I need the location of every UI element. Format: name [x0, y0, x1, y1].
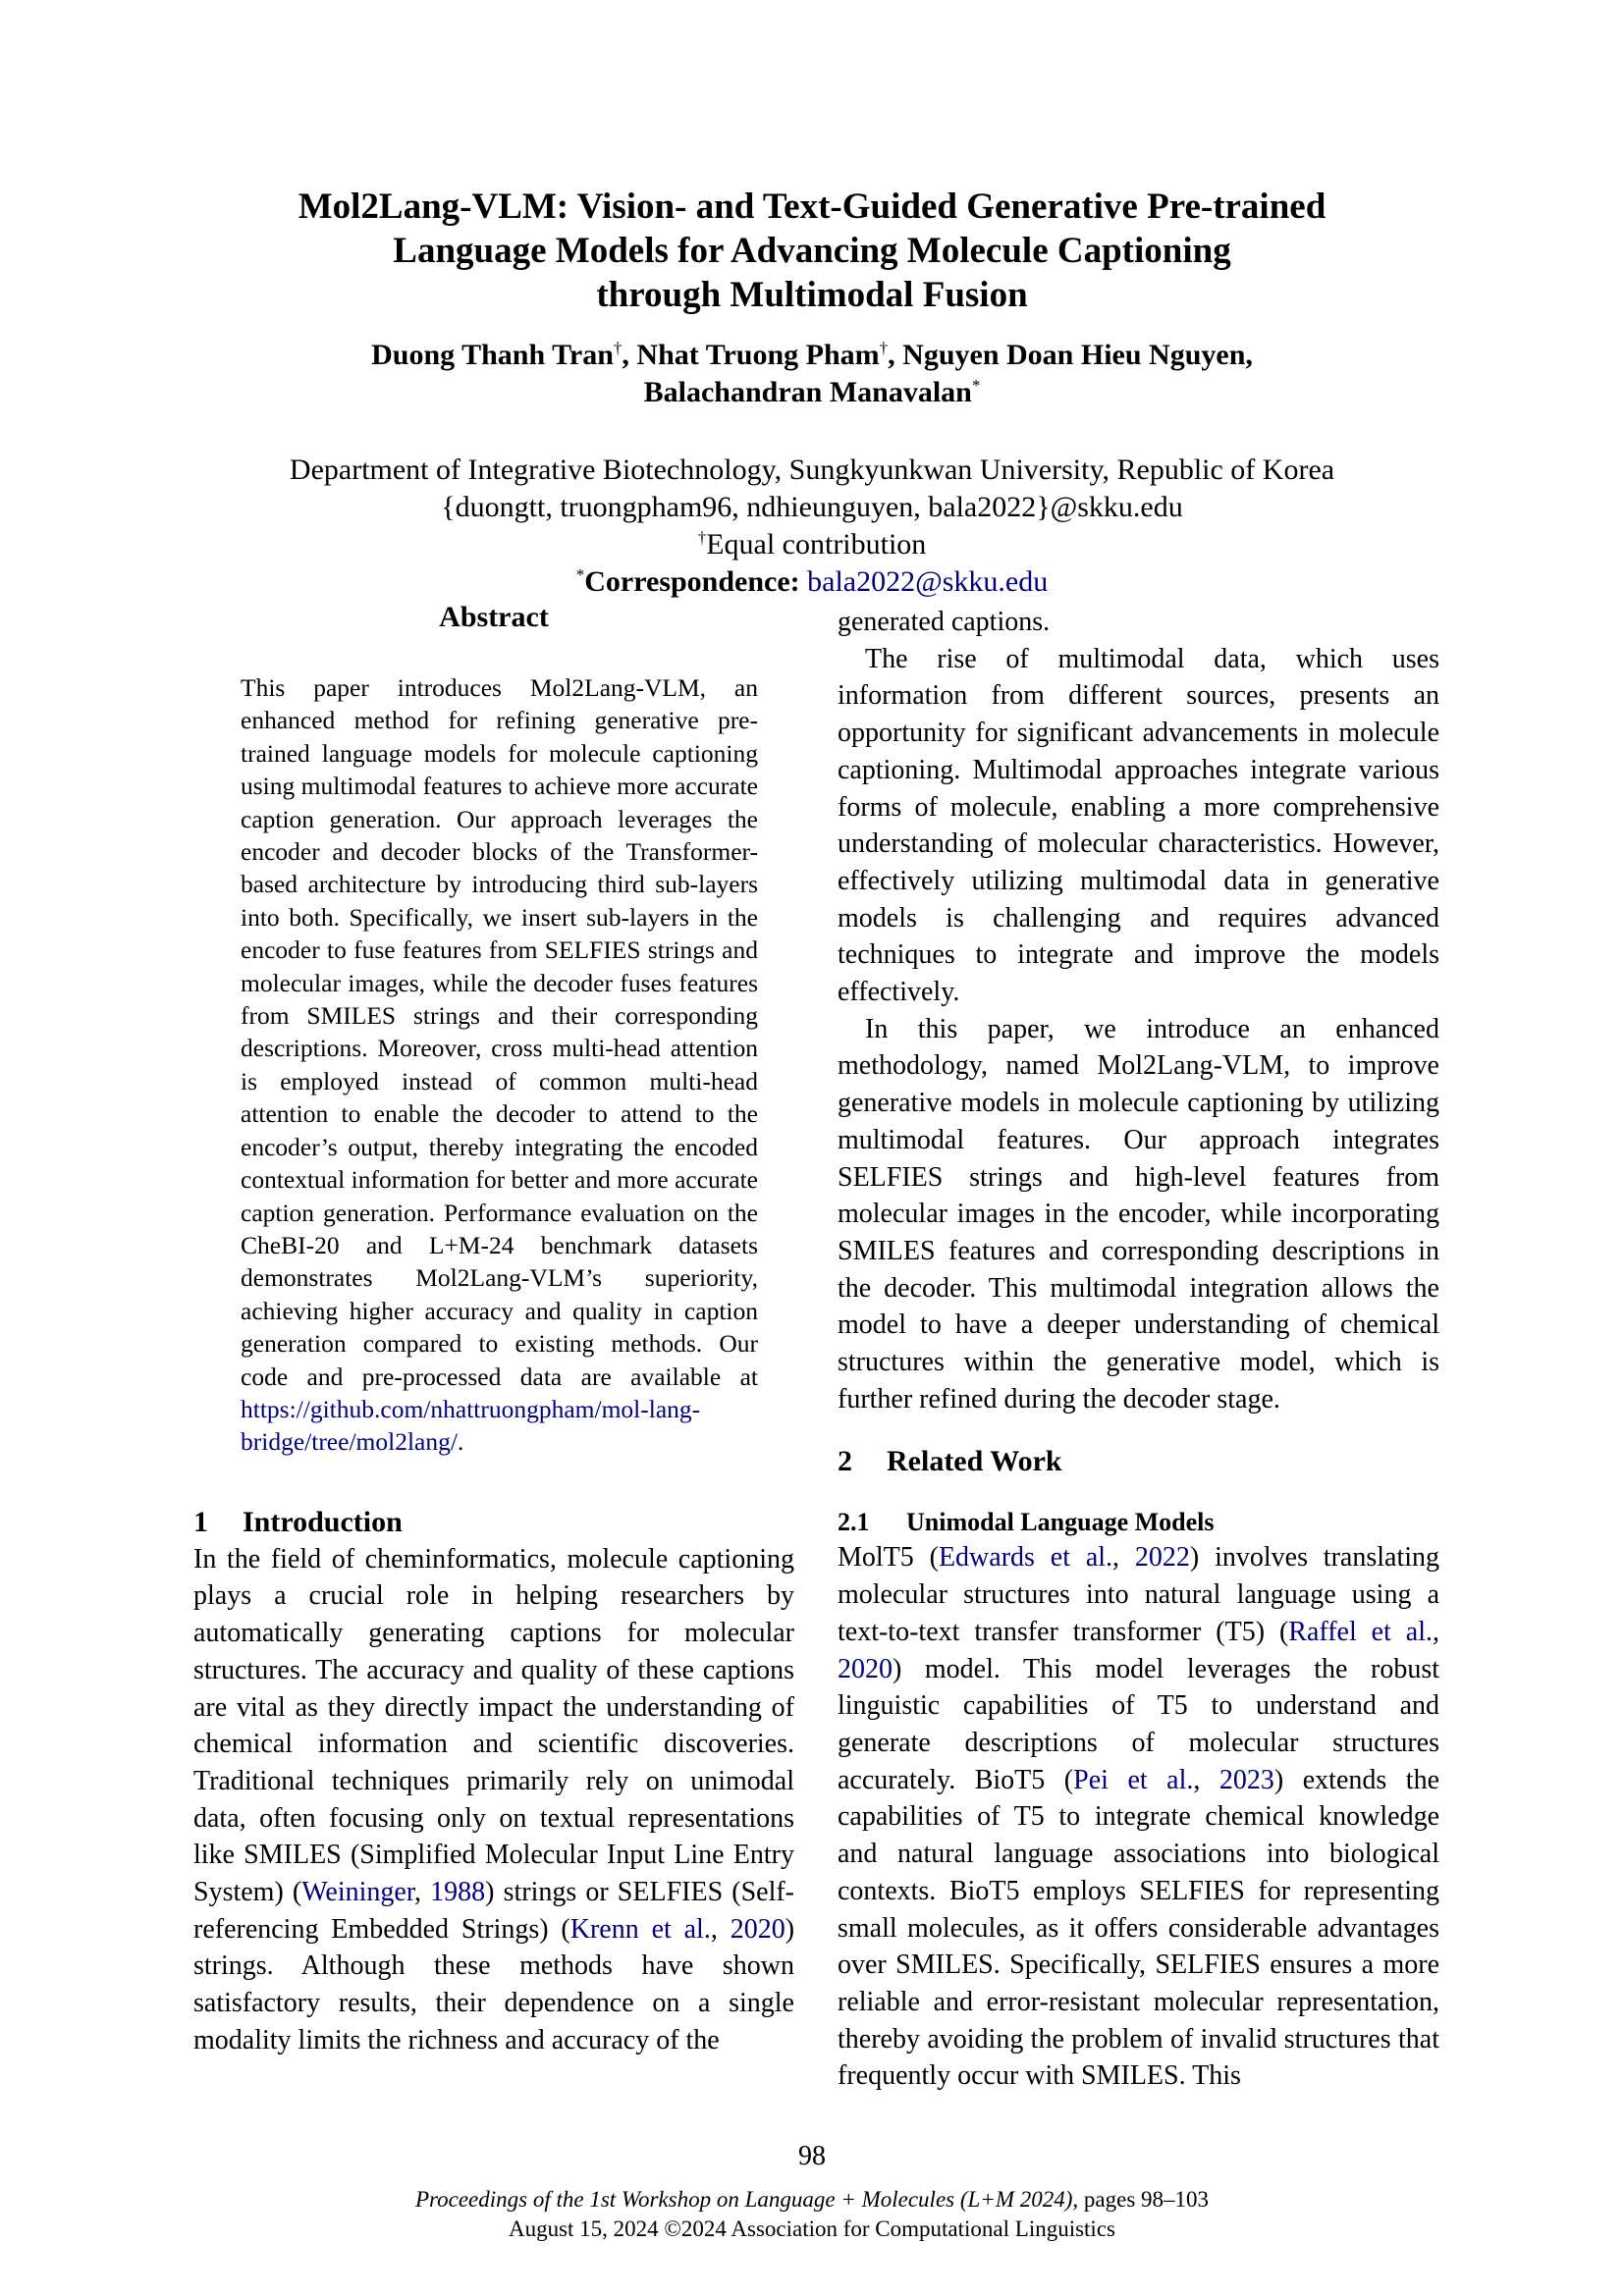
section-number: 2 [838, 1445, 852, 1478]
abstract-heading: Abstract [439, 601, 549, 633]
paragraph-text: ) strings. Although these methods have shown satisfactory results, their dependence on a single modality limits the richness and accuracy of the [193, 1913, 795, 2056]
section-number: 1 [193, 1505, 208, 1538]
author-list [196, 337, 1428, 411]
equal-contribution-note [196, 526, 1428, 563]
author-name: Nguyen Doan Hieu Nguyen [902, 339, 1246, 371]
equal-contribution-mark: † [613, 339, 623, 357]
proceedings-line [196, 2185, 1428, 2215]
introduction-paragraph-3: In this paper, we introduce an enhanced methodology, named Mol2Lang-VLM, to improve generative models in molecule captioning by utilizing multimodal features. Our approach integrates SELFIES strings and high-level features from molecular images in the encoder, while incorporating SMILES features and corresponding descriptions in the decoder. This multimodal integration allows the model to have a deeper understanding of chemical structures within the generative model, which is further refined during the decoder stage. [838, 1013, 1439, 1415]
period: . [457, 1427, 464, 1457]
abstract-body: This paper introduces Mol2Lang-VLM, an enhanced method for refining generative pre-trained language models for molecule captioning using multimodal features to achieve more accurate caption generation. Our approach leverages the encoder and decoder blocks of the Transformer-based architecture by introducing third sub-layers into both. Specifically, we insert sub-layers in the encoder to fuse features from SELFIES strings and molecular images, while the decoder fuses features from SMILES strings and their corresponding descriptions. Moreover, cross multi-head attention is employed instead of common multi-head attention to enable the decoder to attend to the encoder’s output, thereby integrating the encoded contextual information for better and more accurate caption generation. Performance evaluation on the CheBI-20 and L+M-24 benchmark datasets demonstrates Mol2Lang-VLM’s superiority, achieving higher accuracy and quality in caption generation compared to existing methods. Our code and pre-processed data are available at [241, 673, 758, 1391]
citation-year-link[interactable]: 2020 [730, 1913, 785, 1945]
citation-year-link[interactable]: 1988 [430, 1877, 486, 1908]
paragraph-text: In the field of cheminformatics, molecule captioning plays a crucial role in helping researchers by automatically generating captions for molecular structures. The accuracy and quality of these captions are vital as they directly impact the understanding of chemical information and scientific discoveries. Traditional techniques primarily rely on unimodal data, often focusing only on textual representations like SMILES (Simplified Molecular Input Line Entry System) ( [193, 1543, 794, 1908]
paragraph-text: ) involves translating molecular structures into natural language using a text-to-text transfer transformer (T5) ( [838, 1542, 1440, 1647]
affiliation: Department of Integrative Biotechnology, Sungkyunkwan University, Republic of Korea [289, 454, 1335, 486]
page-range: , pages 98–103 [1072, 2187, 1210, 2212]
separator: , [622, 339, 637, 371]
paragraph-text: MolT5 ( [838, 1542, 939, 1574]
citation-link[interactable]: Weininger [301, 1877, 415, 1908]
citation-link[interactable]: Edwards et al. [938, 1542, 1113, 1574]
author-name: Duong Thanh Tran [371, 339, 614, 371]
author-name: Balachandran Manavalan [643, 376, 972, 408]
affiliation-block [196, 452, 1428, 601]
section-heading-related-work [838, 1443, 1439, 1480]
section-title: Related Work [887, 1445, 1062, 1478]
title-line: Mol2Lang-VLM: Vision- and Text-Guided Generative Pre-trained [298, 187, 1326, 227]
abstract-text [241, 671, 758, 1459]
title-line: Language Models for Advancing Molecule Captioning [393, 231, 1231, 271]
asterisk-mark: * [575, 565, 585, 584]
citation-year-link[interactable]: 2020 [838, 1653, 893, 1684]
code-repository-link[interactable]: https://github.com/nhattruongpham/mol-lang-bridge/tree/mol2lang/ [241, 1394, 701, 1457]
left-column [193, 599, 794, 2059]
paper-title [196, 185, 1428, 317]
paragraph-text: ) model. This model leverages the robust linguistic capabilities of T5 to understand and generate descriptions of molecular structures accurately. BioT5 ( [838, 1653, 1439, 1795]
proceedings-title: Proceedings of the 1st Workshop on Language + Molecules (L+M 2024) [414, 2187, 1073, 2212]
subsection-heading-unimodal [838, 1506, 1439, 1539]
dagger-mark: † [697, 528, 707, 547]
title-line: through Multimodal Fusion [596, 275, 1028, 315]
subsection-title: Unimodal Language Models [906, 1508, 1215, 1537]
author-name: Nhat Truong Pham [636, 339, 880, 371]
equal-contribution-mark: † [879, 339, 889, 357]
separator: , [888, 339, 903, 371]
separator: , [1245, 339, 1253, 371]
author-emails: {duongtt, truongpham96, ndhieunguyen, bala2022}@skku.edu [441, 491, 1183, 523]
citation-link[interactable]: Pei et al. [1073, 1764, 1194, 1795]
right-column [838, 604, 1439, 2095]
correspondence-label: Correspondence: [584, 565, 800, 598]
page-footer [196, 2140, 1428, 2244]
citation-year-link[interactable]: 2022 [1134, 1542, 1190, 1574]
citation-link[interactable]: Krenn et al. [569, 1913, 711, 1945]
introduction-paragraph-2: The rise of multimodal data, which uses information from different sources, presents an opportunity for significant advancements in molecule captioning. Multimodal approaches integrate various forms of molecule, enabling a more comprehensive understanding of molecular characteristics. However, effectively utilizing multimodal data in generative models is challenging and requires advanced techniques to integrate and improve the models effectively. [838, 643, 1439, 1008]
paragraph-text: ) extends the capabilities of T5 to integrate chemical knowledge and natural language associations into biological contexts. BioT5 employs SELFIES for representing small molecules, as it offers considerable advantages over SMILES. Specifically, SELFIES ensures a more reliable and error-resistant molecular representation, thereby avoiding the problem of invalid structures that frequently occur with SMILES. This [838, 1764, 1440, 2092]
related-work-paragraph: MolT5 (Edwards et al., 2022) involves translating molecular structures into natural language using a text-to-text transfer transformer (T5) (Raffel et al., 2020) model. This model leverages the robust linguistic capabilities of T5 to understand and generate descriptions of molecular structures accurately. BioT5 (Pei et al., 2023) extends the capabilities of T5 to integrate chemical knowledge and natural language associations into biological contexts. BioT5 employs SELFIES for representing small molecules, as it offers considerable advantages over SMILES. Specifically, SELFIES ensures a more reliable and error-resistant molecular representation, thereby avoiding the problem of invalid structures that frequently occur with SMILES. This [838, 1542, 1440, 2092]
subsection-number: 2.1 [838, 1508, 870, 1537]
citation-link[interactable]: Raffel et al. [1288, 1616, 1433, 1647]
section-title: Introduction [243, 1505, 403, 1538]
introduction-paragraph-1-continued: generated captions. [838, 607, 1051, 637]
correspondence-mark: * [971, 376, 981, 395]
paragraph-text: ) strings or SELFIES (Self-referencing Embedded Strings) ( [193, 1877, 794, 1945]
correspondence-line [196, 563, 1428, 601]
page-number: 98 [798, 2141, 826, 2171]
citation-year-link[interactable]: 2023 [1218, 1764, 1274, 1795]
copyright-line: August 15, 2024 ©2024 Association for Computational Linguistics [508, 2216, 1115, 2241]
introduction-paragraph-1: In the field of cheminformatics, molecule captioning plays a crucial role in helping researchers by automatically generating captions for molecular structures. The accuracy and quality of these captions are vital as they directly impact the understanding of chemical information and scientific discoveries. Traditional techniques primarily rely on unimodal data, often focusing only on textual representations like SMILES (Simplified Molecular Input Line Entry System) (Weininger, 1988) strings or SELFIES (Self-referencing Embedded Strings) (Krenn et al., 2020) strings. Although these methods have shown satisfactory results, their dependence on a single modality limits the richness and accuracy of the [193, 1543, 795, 2056]
section-heading-introduction [193, 1504, 794, 1541]
equal-contribution-text: Equal contribution [706, 528, 927, 561]
correspondence-email-link[interactable]: bala2022@skku.edu [807, 565, 1049, 598]
